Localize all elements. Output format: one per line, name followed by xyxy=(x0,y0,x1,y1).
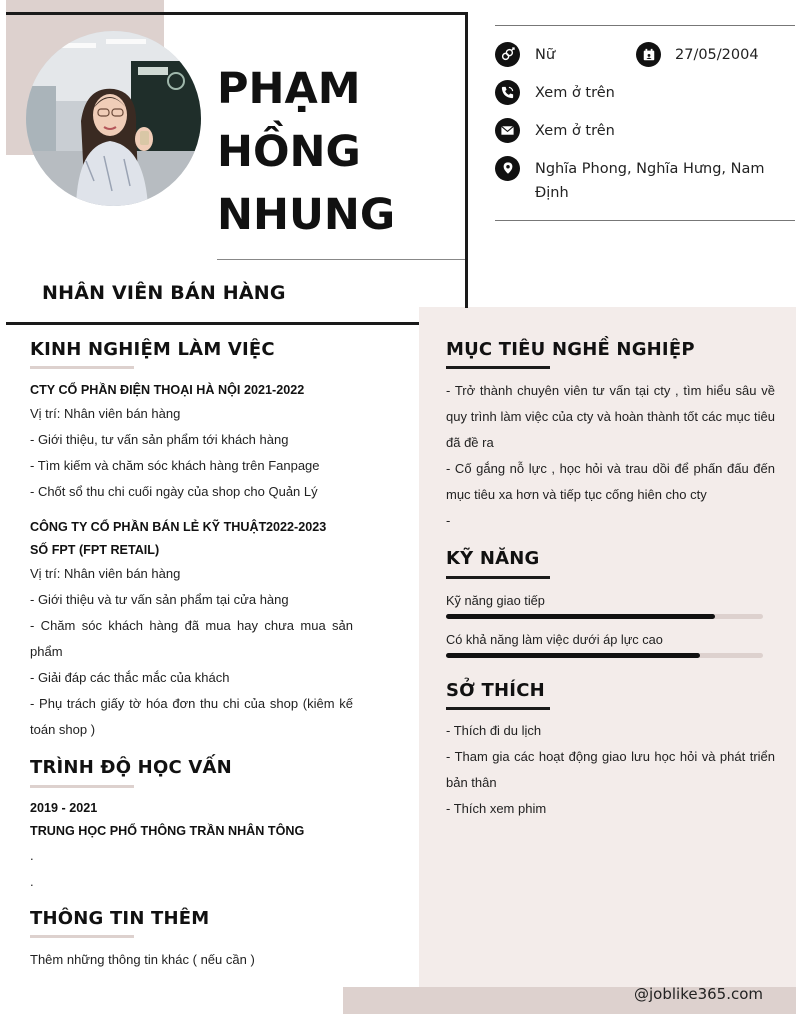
hobby-line: - Thích xem phim xyxy=(446,801,547,816)
footer-watermark: @joblike365.com xyxy=(634,985,764,1003)
objective-line: - xyxy=(446,513,451,528)
hobby-line: bản thân xyxy=(446,775,497,790)
hobbies-heading: SỞ THÍCH xyxy=(446,680,545,701)
name-divider xyxy=(217,259,465,260)
job-2-duty: - Chăm sóc khách hàng đã mua hay chưa mua sản xyxy=(30,618,353,633)
education-note: . xyxy=(30,874,34,889)
job-1-duty: - Chốt sổ thu chi cuối ngày của shop cho Quản Lý xyxy=(30,484,318,499)
candidate-name xyxy=(217,58,457,247)
education-heading: TRÌNH ĐỘ HỌC VẤN xyxy=(30,757,232,778)
experience-heading: KINH NGHIỆM LÀM VIỆC xyxy=(30,339,275,360)
job-2-duty: - Giải đáp các thắc mắc của khách xyxy=(30,670,230,685)
phone-text: Xem ở trên xyxy=(535,85,615,101)
objective-heading-bar xyxy=(446,366,550,369)
position-title: NHÂN VIÊN BÁN HÀNG xyxy=(42,282,286,304)
address-line-1: Nghĩa Phong, Nghĩa Hưng, Nam xyxy=(535,161,765,177)
gender-icon xyxy=(495,42,520,67)
objective-line: mục tiêu xa hơn và tiếp tục cống hiên cho cty xyxy=(446,487,707,502)
skill-bar-track xyxy=(446,614,763,619)
job-2-role: Vị trí: Nhân viên bán hàng xyxy=(30,566,181,581)
hobby-line: - Tham gia các hoạt động giao lưu học hỏi và phát triển xyxy=(446,749,775,764)
job-2-company-line-2: SỐ FPT (FPT RETAIL) xyxy=(30,543,160,557)
contact-divider-top xyxy=(495,25,795,26)
address-line-2: Định xyxy=(535,185,569,201)
job-2-company: CÔNG TY CỔ PHẦN BÁN LẺ KỸ THUẬT xyxy=(30,520,267,534)
skill-bar-fill xyxy=(446,653,700,658)
job-2-duty: phẩm xyxy=(30,644,63,659)
job-2-period: 2022-2023 xyxy=(266,520,327,534)
job-1-duty: - Tìm kiếm và chăm sóc khách hàng trên Fanpage xyxy=(30,458,320,473)
phone-icon xyxy=(495,80,520,105)
name-line-2: HỒNG xyxy=(217,127,361,177)
education-period: 2019 - 2021 xyxy=(30,801,98,815)
skill-bar-track xyxy=(446,653,763,658)
gender-text: Nữ xyxy=(535,47,556,63)
additional-info-text: Thêm những thông tin khác ( nếu cần ) xyxy=(30,952,255,967)
objective-line: - Trở thành chuyên viên tư vấn tại cty , tìm hiểu sâu về xyxy=(446,383,775,398)
location-icon xyxy=(495,156,520,181)
name-line-3: NHUNG xyxy=(217,190,396,240)
skill-label: Có khả năng làm việc dưới áp lực cao xyxy=(446,632,663,647)
job-1-role: Vị trí: Nhân viên bán hàng xyxy=(30,406,181,421)
objective-line: đã đề ra xyxy=(446,435,494,450)
email-text: Xem ở trên xyxy=(535,123,615,139)
experience-heading-bar xyxy=(30,366,134,369)
skills-heading-bar xyxy=(446,576,550,579)
header-frame-right xyxy=(465,12,468,308)
hobbies-heading-bar xyxy=(446,707,550,710)
objective-line: - Cố gắng nỗ lực , học hỏi và trau dồi để phấn đấu đến xyxy=(446,461,775,476)
education-school: TRUNG HỌC PHỔ THÔNG TRẦN NHÂN TÔNG xyxy=(30,824,305,838)
job-1-company: CTY CỔ PHẦN ĐIỆN THOẠI HÀ NỘI xyxy=(30,383,241,397)
email-icon xyxy=(495,118,520,143)
job-1-duty: - Giới thiệu, tư vấn sản phẩm tới khách hàng xyxy=(30,432,289,447)
skill-bar-fill xyxy=(446,614,715,619)
objective-heading: MỤC TIÊU NGHỀ NGHIỆP xyxy=(446,339,695,360)
header-frame-bottom xyxy=(6,322,419,325)
job-1-period: 2021-2022 xyxy=(244,383,305,397)
education-note: . xyxy=(30,848,34,863)
hobby-line: - Thích đi du lịch xyxy=(446,723,542,738)
contact-divider-bottom xyxy=(495,220,795,221)
calendar-icon xyxy=(636,42,661,67)
job-2-duty: - Giới thiệu và tư vấn sản phẩm tại cửa hàng xyxy=(30,592,289,607)
header-frame-top xyxy=(6,12,468,15)
additional-info-heading-bar xyxy=(30,935,134,938)
job-2-duty: toán shop ) xyxy=(30,722,96,737)
skill-label: Kỹ năng giao tiếp xyxy=(446,593,545,608)
additional-info-heading: THÔNG TIN THÊM xyxy=(30,908,210,929)
name-line-1: PHẠM xyxy=(217,64,361,114)
education-heading-bar xyxy=(30,785,134,788)
birthday-text: 27/05/2004 xyxy=(675,47,759,63)
skills-heading: KỸ NĂNG xyxy=(446,548,540,569)
objective-line: quy trình làm việc của cty và hoàn thành tốt các mục tiêu xyxy=(446,409,775,424)
job-2-duty: - Phụ trách giấy tờ hóa đơn thu chi của shop (kiêm kế xyxy=(30,696,353,711)
avatar xyxy=(26,31,201,206)
